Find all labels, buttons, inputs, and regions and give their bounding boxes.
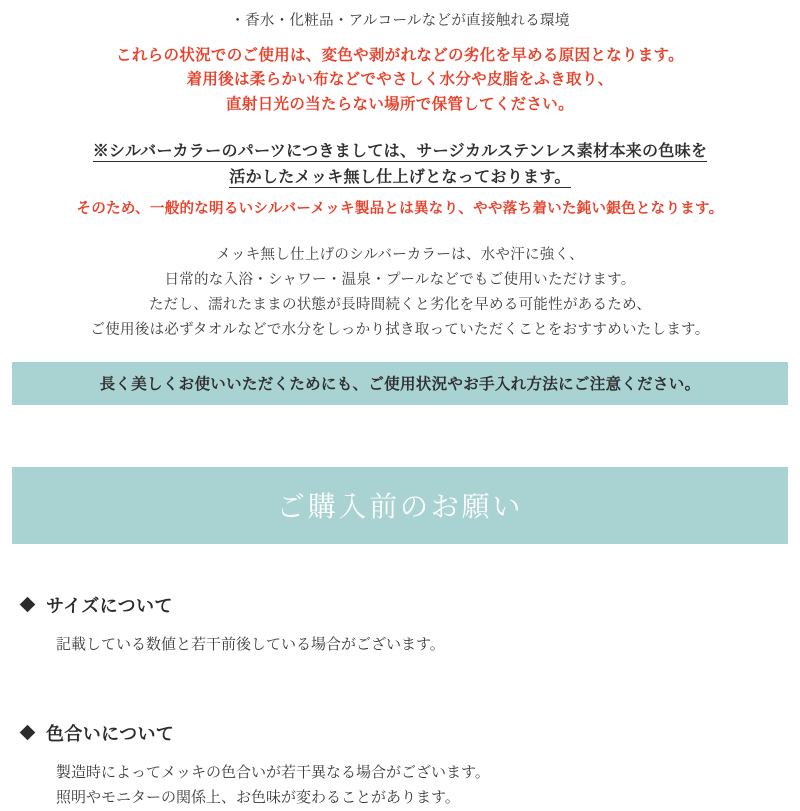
warning-line-2: 着用後は柔らかい布などでやさしく水分や皮脂をふき取り、 — [0, 68, 800, 92]
notice-item-size-body-line-1: 記載している数値と若干前後している場合がございます。 — [56, 632, 800, 658]
notice-item-color-body-line-2: 照明やモニターの関係上、お色味が変わることがあります。 — [56, 785, 800, 811]
notice-item-size-body — [56, 632, 800, 658]
silver-plain-block — [0, 243, 800, 344]
notice-item-color-body-line-1: 製造時によってメッキの色合いが若干異なる場合がございます。 — [56, 760, 800, 786]
silver-plain-line-3: ただし、濡れたままの状態が長時間続くと劣化を早める可能性があるため、 — [0, 293, 800, 318]
notice-item-color-title — [22, 720, 800, 746]
silver-color-block — [0, 139, 800, 220]
warning-line-3: 直射日光の当たらない場所で保管してください。 — [0, 93, 800, 117]
notice-item-color — [22, 720, 800, 811]
notice-item-size-title — [22, 592, 800, 618]
silver-plain-line-1: メッキ無し仕上げのシルバーカラーは、水や汗に強く、 — [0, 243, 800, 268]
warning-block — [0, 44, 800, 117]
silver-plain-line-2: 日常的な入浴・シャワー・温泉・プールなどでもご使用いただけます。 — [0, 268, 800, 293]
silver-underlined-line-1 — [0, 139, 800, 165]
silver-underlined-line-2 — [0, 165, 800, 191]
notice-item-size-title-text: サイズについて — [46, 592, 173, 618]
warning-line-1: これらの状況でのご使用は、変色や剥がれなどの劣化を早める原因となります。 — [0, 44, 800, 68]
diamond-bullet-icon — [20, 597, 36, 613]
silver-red-line: そのため、一般的な明るいシルバーメッキ製品とは異なり、やや落ち着いた鈍い銀色となります。 — [0, 198, 800, 221]
silver-underlined-text-2: 活かしたメッキ無し仕上げとなっております。 — [229, 169, 570, 188]
silver-underlined-text-1: ※シルバーカラーのパーツにつきましては、サージカルステンレス素材本来の色味を — [93, 143, 708, 162]
silver-plain-line-4: ご使用後は必ずタオルなどで水分をしっかり拭き取っていただくことをおすすめいたします。 — [0, 318, 800, 343]
notice-item-size — [22, 592, 800, 658]
care-highlight-banner: 長く美しくお使いいただくためにも、ご使用状況やお手入れ方法にご注意ください。 — [12, 362, 788, 405]
notice-item-color-body — [56, 760, 800, 811]
diamond-bullet-icon — [20, 725, 36, 741]
section-header-purchase-request: ご購入前のお願い — [12, 467, 788, 544]
notice-item-color-title-text: 色合いについて — [46, 720, 174, 746]
top-note-line: ・香水・化粧品・アルコールなどが直接触れる環境 — [0, 0, 800, 30]
